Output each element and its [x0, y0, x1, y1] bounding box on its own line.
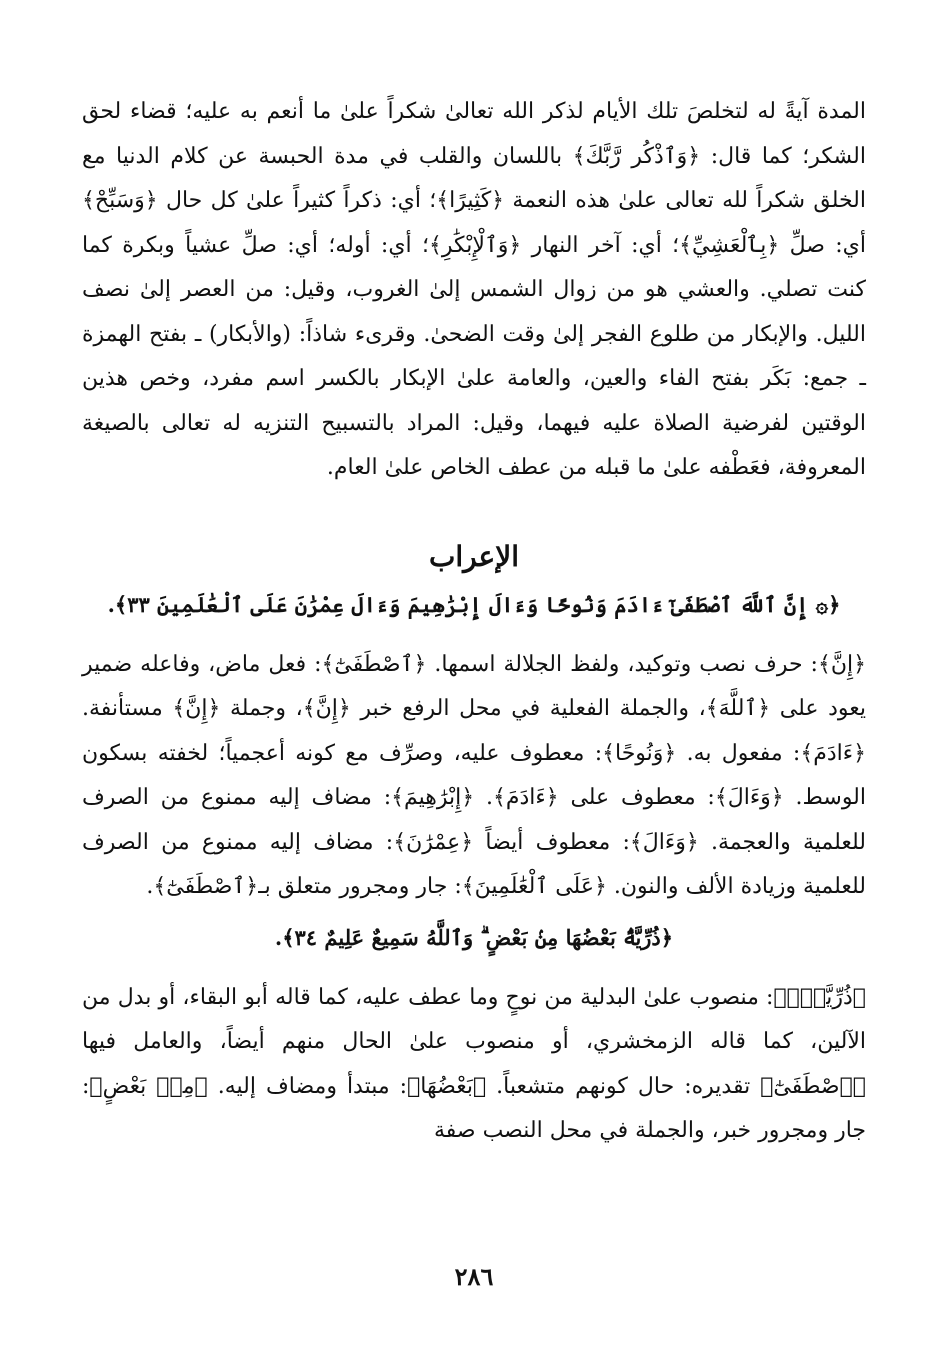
tafsir-paragraph: المدة آيةً له لتخلصَ تلك الأيام لذكر الله تعالىٰ شكراً علىٰ ما أنعم به عليه؛ قضاء لحق الشكر؛ كما قال: ﴿وَٱذْكُر رَّبَّكَ﴾ باللسان والقلب في مدة الحبسة عن كلام الدنيا مع الخلق شكراً لله تعالى علىٰ هذه النعمة ﴿كَثِيرًا﴾؛ أي: ذكراً كثيراً علىٰ كل حال ﴿وَسَبِّحْ﴾ أي: صلِّ ﴿بِٱلْعَشِيِّ﴾؛ أي: آخر النهار ﴿وَٱلْإِبْكَٰرِ﴾؛ أي: أوله؛ أي: صلِّ عشياً وبكرة كما كنت تصلي. والعشي هو من زوال الشمس إلىٰ الغروب، وقيل: من العصر إلىٰ نصف الليل. والإبكار من طلوع الفجر إلىٰ وقت الضحىٰ. وقرىء شاذاً: (والأبكار) ـ بفتح الهمزة ـ جمع: بَكَر بفتح الفاء والعين، والعامة علىٰ الإبكار بالكسر اسم مفرد، وخص هذين الوقتين لفرضية الصلاة عليه فيهما، وقيل: المراد بالتسبيح التنزيه له تعالى بالصيغة المعروفة، فعَطْفه علىٰ ما قبله من عطف الخاص علىٰ العام.	[82, 99, 866, 480]
section-heading-irab: الإعراب	[428, 539, 520, 573]
quran-verse-34: ﴿ذُرِّيَّةًۢ بَعْضُهَا مِنۢ بَعْضٍ ۗ وَٱللَّهُ سَمِيعٌ عَلِيمٌ ٣٤﴾.	[274, 924, 674, 950]
page-body	[82, 90, 866, 1154]
irab-paragraph-verse-34: ﴿ذُرِّيَّةًۢ﴾: منصوب علىٰ البدلية من نوحٍ وما عطف عليه، كما قاله أبو البقاء، أو بدل من الآلين، كما قاله الزمخشري، أو منصوب علىٰ الحال منهم أيضاً، والعامل فيها ﴿ٱصْطَفَىٰٓ﴾ تقديره: حال كونهم متشعباً. ﴿بَعْضُهَا﴾: مبتدأ ومضاف إليه. ﴿مِنۢ بَعْضٍ﴾: جار ومجرور خبر، والجملة في محل النصب صفة	[82, 984, 866, 1143]
irab-paragraph-verse-33: ﴿إِنَّ﴾: حرف نصب وتوكيد، ولفظ الجلالة اسمها. ﴿ٱصْطَفَىٰٓ﴾: فعل ماض، وفاعله ضمير يعود على ﴿ٱللَّهَ﴾، والجملة الفعلية في محل الرفع خبر ﴿إِنَّ﴾، وجملة ﴿إِنَّ﴾ مستأنفة. ﴿ءَادَمَ﴾: مفعول به. ﴿وَنُوحًا﴾: معطوف عليه، وصرِّف مع كونه أعجمياً؛ لخفته بسكون الوسط. ﴿وَءَالَ﴾: معطوف على ﴿ءَادَمَ﴾. ﴿إِبْرَٰهِيمَ﴾: مضاف إليه ممنوع من الصرف للعلمية والعجمة. ﴿وَءَالَ﴾: معطوف أيضاً ﴿عِمْرَٰنَ﴾: مضاف إليه ممنوع من الصرف للعلمية وزيادة الألف والنون. ﴿عَلَى ٱلْعَٰلَمِينَ﴾: جار ومجرور متعلق بـ﴿ٱصْطَفَىٰٓ﴾.	[82, 651, 866, 899]
quran-verse-33: ﴿۞ إِنَّ ٱللَّهَ ٱصْطَفَىٰٓ ءَادَمَ وَنُوحًا وَءَالَ إِبْرَٰهِيمَ وَءَالَ عِمْرَٰنَ عَلَى ٱلْعَٰلَمِينَ ٣٣﴾.	[107, 591, 841, 617]
page-number: ٢٨٦	[454, 1262, 494, 1291]
